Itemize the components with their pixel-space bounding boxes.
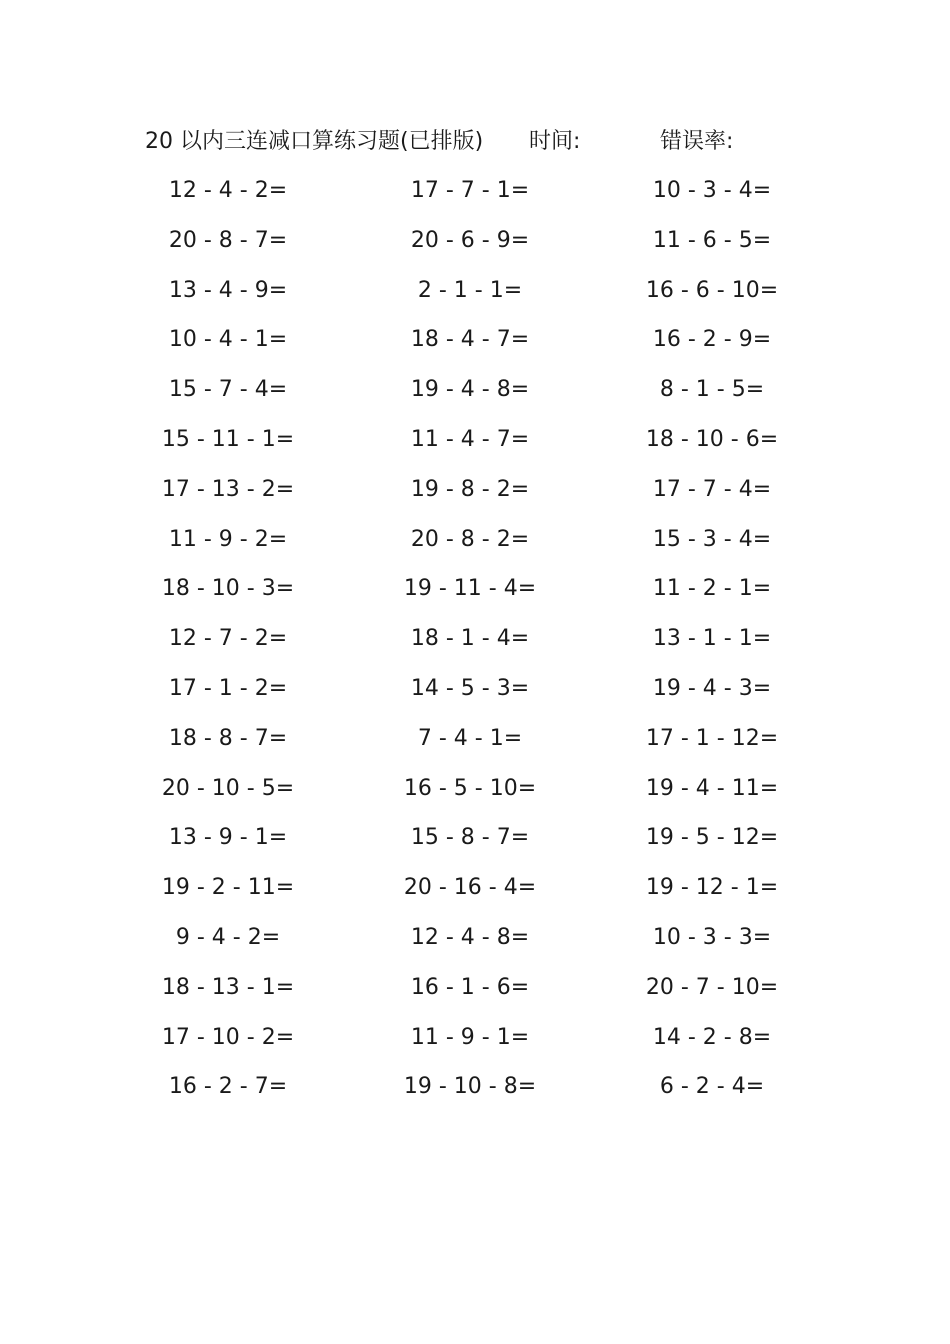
problem-item: 15 - 8 - 7=	[410, 825, 530, 851]
problem-item: 19 - 4 - 8=	[410, 377, 530, 403]
problem-item: 17 - 7 - 1=	[410, 178, 530, 203]
problem-row	[0, 813, 950, 863]
problem-item: 19 - 11 - 4=	[403, 576, 537, 602]
problem-item: 15 - 7 - 4=	[168, 377, 288, 403]
problem-item: 12 - 4 - 8=	[410, 924, 530, 950]
problem-item: 18 - 13 - 1=	[161, 974, 295, 1000]
problem-item: 10 - 3 - 4=	[652, 178, 772, 203]
problem-row	[0, 1062, 950, 1112]
problem-row	[0, 714, 950, 764]
problem-item: 11 - 6 - 5=	[652, 227, 772, 253]
problem-item: 18 - 10 - 3=	[161, 576, 295, 602]
problem-item: 10 - 3 - 3=	[652, 924, 772, 950]
problem-item: 11 - 4 - 7=	[410, 426, 530, 452]
problem-row	[0, 515, 950, 565]
problem-item: 20 - 7 - 10=	[645, 974, 779, 1000]
problem-row	[0, 963, 950, 1013]
problem-item: 13 - 9 - 1=	[168, 825, 288, 851]
problem-item: 20 - 10 - 5=	[161, 775, 295, 801]
problem-item: 7 - 4 - 1=	[417, 725, 523, 751]
worksheet-header	[0, 124, 950, 160]
problem-item: 19 - 4 - 3=	[652, 675, 772, 701]
problem-row	[0, 465, 950, 515]
problem-item: 11 - 9 - 1=	[410, 1024, 530, 1050]
problem-row	[0, 216, 950, 266]
error-rate-label: 错误率:	[660, 129, 734, 154]
problem-item: 14 - 5 - 3=	[410, 675, 530, 701]
problem-item: 2 - 1 - 1=	[417, 277, 523, 303]
problem-item: 16 - 1 - 6=	[410, 974, 530, 1000]
problem-item: 19 - 5 - 12=	[645, 825, 779, 851]
problem-item: 18 - 4 - 7=	[410, 327, 530, 353]
problem-item: 20 - 6 - 9=	[410, 227, 530, 253]
problem-item: 19 - 2 - 11=	[161, 875, 295, 901]
problem-item: 12 - 4 - 2=	[168, 178, 288, 203]
worksheet-title: 20 以内三连减口算练习题(已排版)	[145, 129, 484, 154]
problem-item: 8 - 1 - 5=	[659, 377, 765, 403]
problem-item: 19 - 10 - 8=	[403, 1074, 537, 1100]
problem-item: 17 - 1 - 2=	[168, 675, 288, 701]
problem-item: 12 - 7 - 2=	[168, 626, 288, 652]
problem-item: 16 - 5 - 10=	[403, 775, 537, 801]
problem-row	[0, 614, 950, 664]
problem-row	[0, 764, 950, 814]
problem-row	[0, 315, 950, 365]
problem-item: 19 - 4 - 11=	[645, 775, 779, 801]
problem-item: 19 - 12 - 1=	[645, 875, 779, 901]
problem-item: 17 - 10 - 2=	[161, 1024, 295, 1050]
problem-item: 17 - 7 - 4=	[652, 476, 772, 502]
problem-item: 10 - 4 - 1=	[168, 327, 288, 353]
problem-row	[0, 1013, 950, 1063]
time-label: 时间:	[529, 129, 581, 154]
problem-item: 20 - 16 - 4=	[403, 875, 537, 901]
problem-row	[0, 913, 950, 963]
problem-item: 16 - 2 - 7=	[168, 1074, 288, 1100]
problem-item: 18 - 10 - 6=	[645, 426, 779, 452]
problem-item: 16 - 6 - 10=	[645, 277, 779, 303]
problem-item: 15 - 3 - 4=	[652, 526, 772, 552]
problem-item: 17 - 1 - 12=	[645, 725, 779, 751]
problem-item: 17 - 13 - 2=	[161, 476, 295, 502]
problem-row	[0, 166, 950, 216]
problem-item: 6 - 2 - 4=	[659, 1074, 765, 1100]
problem-item: 18 - 1 - 4=	[410, 626, 530, 652]
problem-row	[0, 564, 950, 614]
problem-item: 11 - 9 - 2=	[168, 526, 288, 552]
problem-item: 15 - 11 - 1=	[161, 426, 295, 452]
problem-row	[0, 664, 950, 714]
problem-row	[0, 863, 950, 913]
problem-item: 20 - 8 - 7=	[168, 227, 288, 253]
problem-item: 13 - 1 - 1=	[652, 626, 772, 652]
problem-item: 11 - 2 - 1=	[652, 576, 772, 602]
problem-row	[0, 266, 950, 316]
problem-row	[0, 365, 950, 415]
problem-item: 13 - 4 - 9=	[168, 277, 288, 303]
problem-item: 19 - 8 - 2=	[410, 476, 530, 502]
problem-item: 20 - 8 - 2=	[410, 526, 530, 552]
problem-item: 9 - 4 - 2=	[175, 924, 281, 950]
problem-row	[0, 415, 950, 465]
problem-grid	[0, 166, 950, 1112]
problem-item: 14 - 2 - 8=	[652, 1024, 772, 1050]
problem-item: 16 - 2 - 9=	[652, 327, 772, 353]
problem-item: 18 - 8 - 7=	[168, 725, 288, 751]
